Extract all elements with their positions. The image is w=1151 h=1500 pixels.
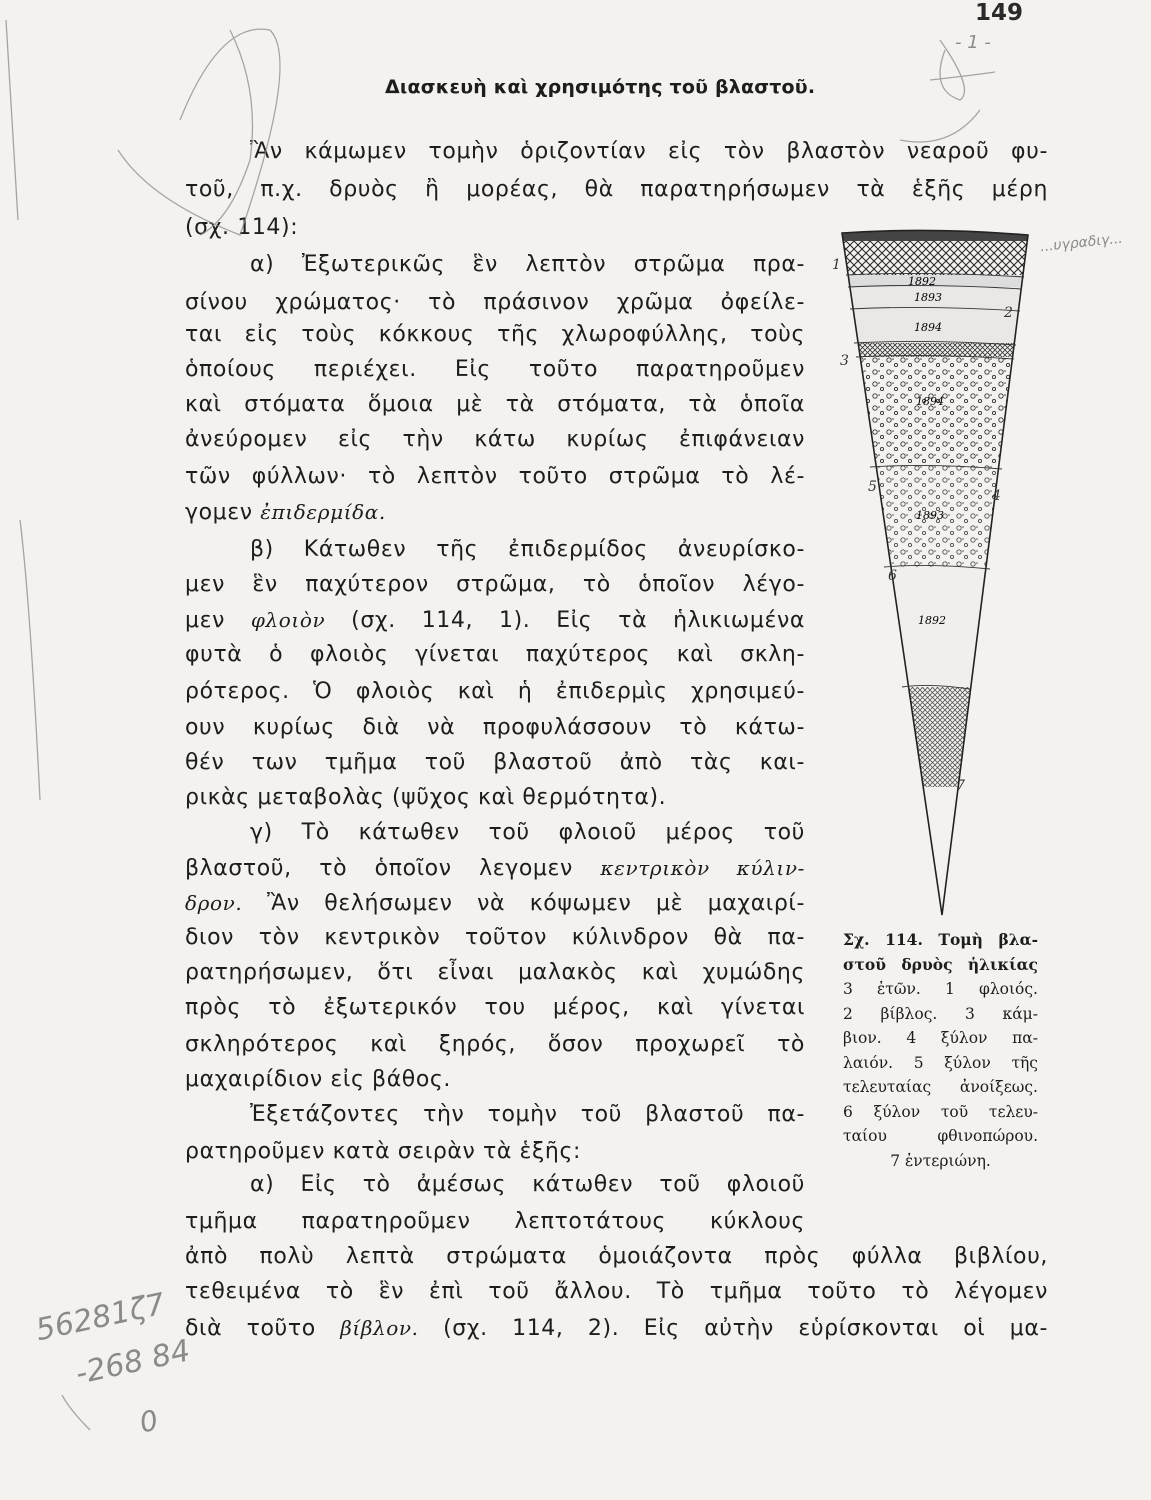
year-label: 1893 bbox=[914, 291, 942, 304]
text-line: Ἂν κάμωμεν τομὴν ὁριζοντίαν εἰς τὸν βλαστὸν νεαροῦ φυ- bbox=[250, 139, 1048, 164]
text-run: (σχ. 114, 1). Εἰς τὰ ἡλικιωμένα bbox=[351, 608, 805, 633]
text-line: τοῦ, π.χ. δρυὸς ἢ μορέας, θὰ παρατηρήσωμεν τὰ ἑξῆς μέρη bbox=[185, 177, 1048, 202]
text-line bbox=[185, 605, 805, 636]
text-line: ρότερος. Ὁ φλοιὸς καὶ ἡ ἐπιδερμὶς χρησιμεύ- bbox=[185, 679, 805, 704]
term-bark: φλοιὸν bbox=[250, 608, 326, 632]
term-central-cylinder-end: δρον. bbox=[185, 891, 243, 915]
margin-note: -268 84 bbox=[72, 1333, 194, 1392]
term-central-cylinder: κεντρικὸν κύλιν- bbox=[600, 856, 805, 880]
text-line: ὁποίους περιέχει. Εἰς τοῦτο παρατηροῦμεν bbox=[185, 357, 805, 382]
caption-line: λαιόν. 5 ξύλον τῆς bbox=[843, 1053, 1038, 1072]
marker-3: 3 bbox=[840, 353, 849, 369]
text-line: ἀπὸ πολὺ λεπτὰ στρώματα ὁμοιάζοντα πρὸς φύλλα βιβλίου, bbox=[185, 1244, 1048, 1269]
text-line: ουν κυρίως διὰ νὰ προφυλάσσουν τὸ κάτω- bbox=[185, 715, 805, 740]
text-line bbox=[185, 1313, 1048, 1344]
caption-title: Σχ. 114. Τομὴ βλα- bbox=[843, 930, 1038, 949]
page-number: 149 bbox=[975, 0, 1024, 26]
margin-note: 56281ζ7 bbox=[32, 1286, 169, 1349]
text-line: β) Κάτωθεν τῆς ἐπιδερμίδος ἀνευρίσκο- bbox=[250, 537, 805, 562]
text-line: θέν των τμῆμα τοῦ βλαστοῦ ἀπὸ τὰς και- bbox=[185, 750, 805, 775]
marker-1: 1 bbox=[832, 257, 841, 273]
text-line: φυτὰ ὁ φλοιὸς γίνεται παχύτερος καὶ σκλη- bbox=[185, 642, 805, 667]
stem-section-figure bbox=[830, 225, 1040, 925]
caption-title: στοῦ δρυὸς ἡλικίας bbox=[843, 954, 1038, 974]
text-line: σίνου χρώματος· τὸ πράσινον χρῶμα ὀφείλε- bbox=[185, 290, 805, 315]
marker-7: 7 bbox=[956, 778, 965, 794]
text-line: διον τὸν κεντρικὸν τοῦτον κύλινδρον θὰ πα- bbox=[185, 925, 805, 950]
text-run: διὰ τοῦτο bbox=[185, 1316, 316, 1341]
caption-line: 3 ἐτῶν. 1 φλοιός. bbox=[843, 980, 1038, 998]
text-line bbox=[185, 853, 805, 884]
text-run: γομεν bbox=[185, 500, 253, 525]
caption-line: 2 βίβλος. 3 κάμ- bbox=[843, 1004, 1038, 1023]
text-line: ἀνεύρομεν εἰς τὴν κάτω κυρίως ἐπιφάνειαν bbox=[185, 427, 805, 452]
margin-note: 0 bbox=[136, 1403, 162, 1440]
text-line: τῶν φύλλων· τὸ λεπτὸν τοῦτο στρῶμα τὸ λέ- bbox=[185, 464, 805, 489]
text-line bbox=[185, 888, 805, 919]
text-line: ρατηροῦμεν κατὰ σειρὰν τὰ ἑξῆς: bbox=[185, 1139, 581, 1164]
caption-line: τελευταίας ἀνοίξεως. bbox=[843, 1078, 1038, 1096]
text-line: σκληρότερος καὶ ξηρός, ὅσον προχωρεῖ τὸ bbox=[185, 1032, 805, 1057]
text-line: τεθειμένα τὸ ἓν ἐπὶ τοῦ ἄλλου. Τὸ τμῆμα τοῦτο τὸ λέγομεν bbox=[185, 1279, 1048, 1304]
margin-note: - 1 - bbox=[955, 32, 991, 53]
marker-5: 5 bbox=[868, 479, 877, 495]
text-line: ται εἰς τοὺς κόκκους τῆς χλωροφύλλης, τοὺς bbox=[185, 322, 805, 347]
text-run: βλαστοῦ, τὸ ὁποῖον λεγομεν bbox=[185, 856, 573, 881]
text-run: Ἂν θελήσωμεν νὰ κόψωμεν μὲ μαχαιρί- bbox=[266, 891, 805, 916]
text-run: (σχ. 114, 2). Εἰς αὐτὴν εὑρίσκονται οἱ μα- bbox=[443, 1316, 1049, 1341]
text-line: μεν ἓν παχύτερον στρῶμα, τὸ ὁποῖον λέγο- bbox=[185, 572, 805, 597]
caption-line: βιον. 4 ξύλον πα- bbox=[843, 1029, 1038, 1047]
margin-note: ...υγραδιγ... bbox=[1039, 230, 1124, 256]
text-line: α) Εἰς τὸ ἀμέσως κάτωθεν τοῦ φλοιοῦ bbox=[250, 1172, 805, 1197]
text-line: Ἐξετάζοντες τὴν τομὴν τοῦ βλαστοῦ πα- bbox=[250, 1102, 805, 1127]
caption-line: ταίου φθινοπώρου. bbox=[843, 1127, 1038, 1145]
text-run: μεν bbox=[185, 608, 225, 633]
caption-line: 7 ἐντεριώνη. bbox=[890, 1151, 991, 1170]
marker-4: 4 bbox=[992, 488, 1001, 504]
text-line bbox=[185, 497, 386, 528]
year-label: 1894 bbox=[914, 321, 942, 334]
text-line: ρικὰς μεταβολὰς (ψῦχος καὶ θερμότητα). bbox=[185, 785, 667, 810]
text-line: μαχαιρίδιον εἰς βάθος. bbox=[185, 1067, 452, 1092]
year-label: 1892 bbox=[918, 614, 946, 627]
text-line: καὶ στόματα ὅμοια μὲ τὰ στόματα, τὰ ὁποῖα bbox=[185, 392, 805, 417]
caption-line: 6 ξύλον τοῦ τελευ- bbox=[843, 1102, 1038, 1121]
text-line: γ) Τὸ κάτωθεν τοῦ φλοιοῦ μέρος τοῦ bbox=[250, 820, 805, 845]
text-line: (σχ. 114): bbox=[185, 215, 299, 240]
term-phloem: βίβλον. bbox=[340, 1316, 419, 1340]
text-line: α) Ἐξωτερικῶς ἓν λεπτὸν στρῶμα πρα- bbox=[250, 252, 805, 277]
figure-caption bbox=[843, 928, 1038, 1173]
term-epidermis: ἐπιδερμίδα. bbox=[260, 500, 386, 524]
year-label: 1893 bbox=[916, 509, 944, 522]
year-label: 1892 bbox=[908, 275, 936, 288]
marker-6: 6 bbox=[888, 568, 897, 584]
text-line: πρὸς τὸ ἐξωτερικόν του μέρος, καὶ γίνεται bbox=[185, 995, 805, 1020]
section-heading: Διασκευὴ καὶ χρησιμότης τοῦ βλαστοῦ. bbox=[385, 76, 816, 98]
marker-2: 2 bbox=[1004, 305, 1013, 321]
year-label: 1894 bbox=[916, 395, 944, 408]
text-line: ρατηρήσωμεν, ὅτι εἶναι μαλακὸς καὶ χυμώδης bbox=[185, 960, 805, 985]
text-line: τμῆμα παρατηροῦμεν λεπτοτάτους κύκλους bbox=[185, 1209, 805, 1234]
